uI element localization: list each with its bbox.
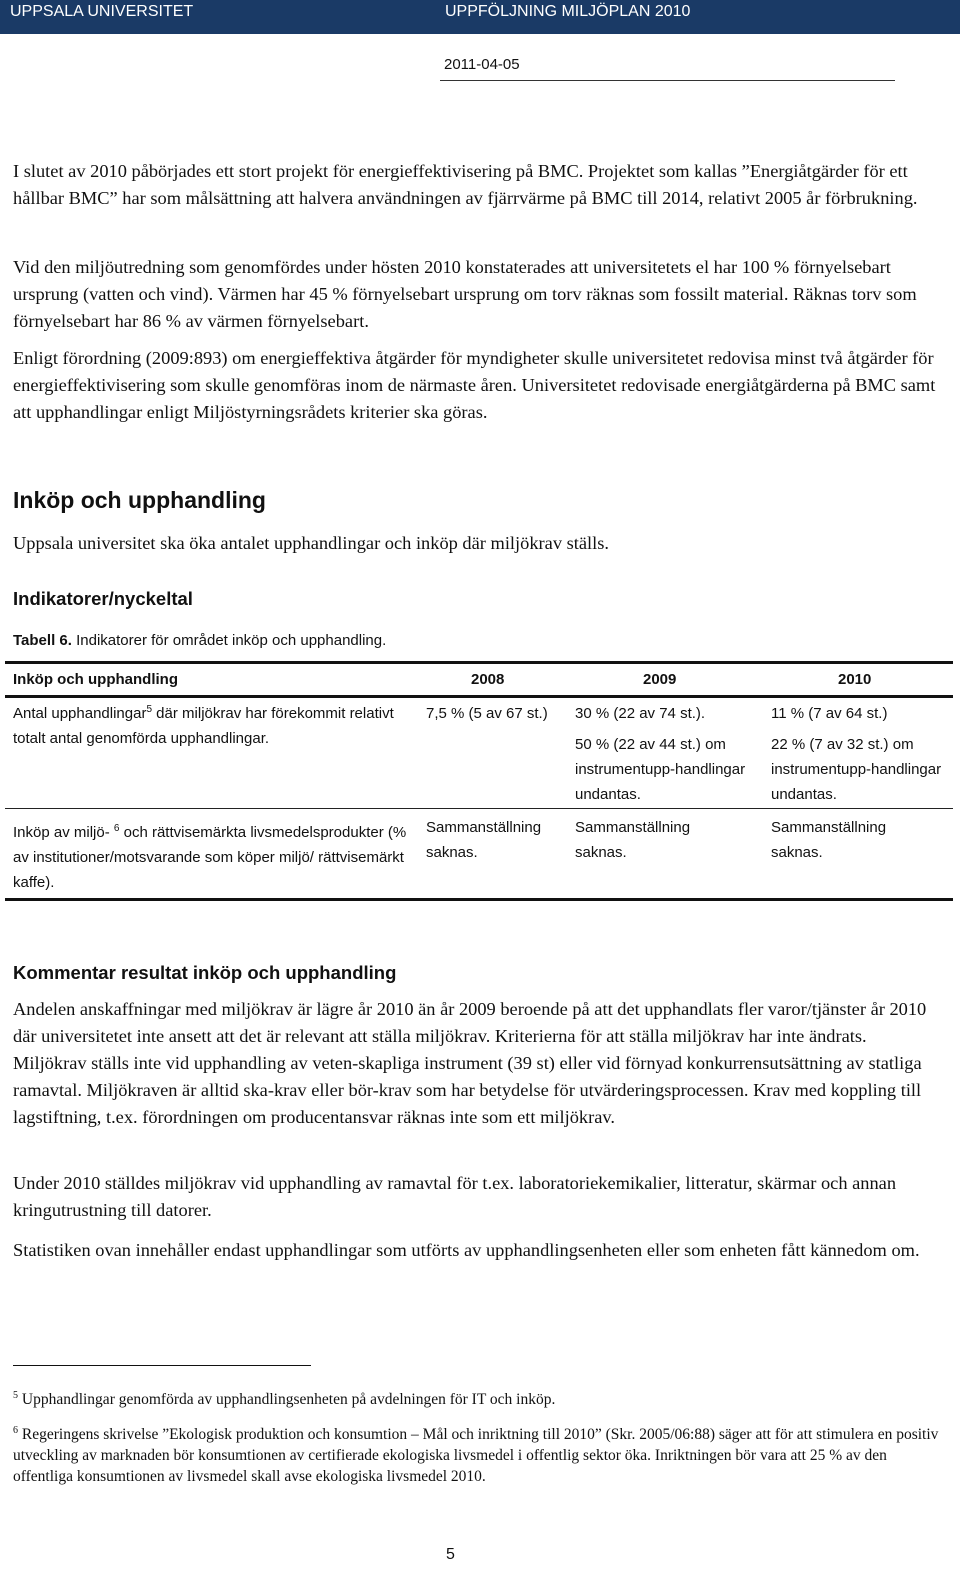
- row-2-label-end: och rättvisemärkta livsmedelsprodukter (% av institutioner/motsvarande som köper miljö/ rättvisemärkt kaffe).: [13, 824, 407, 891]
- footnote-5-text: Upphandlingar genomförda av upphandlingsenheten på avdelningen för IT och inköp.: [21, 1391, 556, 1408]
- header-date: 2011-04-05: [444, 56, 520, 73]
- comment-paragraph-3: Statistiken ovan innehåller endast upphandlingar som utförts av upphandlingsenheten eller som enheten fått kännedom om.: [13, 1240, 920, 1260]
- comment-title: Kommentar resultat inköp och upphandling: [13, 962, 397, 983]
- paragraph-regulation: Enligt förordning (2009:893) om energieffektiva åtgärder för myndigheter skulle universitetet redovisa minst två åtgärder för energieffektivisering som skulle genomföras inom de närmaste åren. Universitetet redovisade energiåtgärderna på BMC samt att upphandlingar enligt Miljöstyrningsrådets kriterier ska göras.: [13, 348, 936, 422]
- paragraph-bmc-project: I slutet av 2010 påbörjades ett stort projekt för energieffektivisering på BMC. Projektet som kallas ”Energiåtgärder för ett hållbar BMC” har som målsättning att halvera användningen av fjärrvärme på BMC till 2014, relativt 2005 år förbrukning.: [13, 161, 918, 208]
- section-goal: Uppsala universitet ska öka antalet upphandlingar och inköp där miljökrav ställs.: [13, 533, 610, 553]
- date-divider: [440, 80, 895, 81]
- footnote-6: [13, 1424, 943, 1487]
- footnote-6-text: Regeringens skrivelse ”Ekologisk produktion och konsumtion – Mål och inriktning till 2010” (Skr. 2005/06:88) säger att för att stimulera en positiv utveckling av marknaden bör konsumtionen av certifierade ekologiska livsmedel i offentlig sektor öka. Inriktningen bör vara att 25 % av den offentliga konsumtionen av livsmedel skall avse ekologiska livsmedel 2010.: [13, 1426, 939, 1485]
- table-row-1-2008: 7,5 % (5 av 67 st.): [426, 705, 548, 722]
- footnote-5: [13, 1389, 943, 1410]
- footnote-ref-5: 5: [146, 704, 153, 715]
- table-header-2009: 2009: [643, 671, 677, 688]
- table-header-2010: 2010: [838, 671, 872, 688]
- table-row-1-label: [13, 701, 408, 751]
- page-header: [0, 0, 960, 34]
- table-row-2-2009: Sammanställning saknas.: [575, 819, 691, 861]
- comment-paragraph-2: Under 2010 ställdes miljökrav vid upphandling av ramavtal för t.ex. laboratoriekemikalier, litteratur, skärmar och annan kringutrustning till datorer.: [13, 1173, 897, 1220]
- page-number: 5: [446, 1546, 455, 1563]
- table-top-rule: [5, 661, 953, 664]
- table-row-2-2008: Sammanställning saknas.: [426, 819, 542, 861]
- indicators-title: Indikatorer/nyckeltal: [13, 588, 193, 609]
- table-caption-text: Indikatorer för området inköp och upphandling.: [76, 632, 387, 649]
- table-row-1-2010-b: 22 % (7 av 32 st.) om instrumentupp-handlingar undantas.: [771, 736, 942, 803]
- table-row-2-label: [13, 820, 408, 895]
- table-caption: [13, 631, 943, 651]
- header-document-title: UPPFÖLJNING MILJÖPLAN 2010: [445, 3, 691, 20]
- table-row-rule: [5, 808, 953, 809]
- table-header-rule: [5, 695, 953, 698]
- comment-paragraph-1: Andelen anskaffningar med miljökrav är lägre år 2010 än år 2009 beroende på att det upphandlats fler varor/tjänster år 2010 där universitetet inte ansett att det är relevant att ställa miljökrav. Kriterierna för att ställa miljökrav har inte ändrats. Miljökrav ställs inte vid upphandling av veten-skapliga instrument (39 st) eller vid förnyad konkurrensutsättning av statliga ramavtal. Miljökraven är alltid ska-krav eller bör-krav som har betydelse för utvärderingsprocessen. Krav med koppling till lagstiftning, t.ex. förordningen om producentansvar räknas inte som ett miljökrav.: [13, 999, 927, 1127]
- footnote-6-number: 6: [13, 1425, 18, 1436]
- footnote-divider: [13, 1365, 311, 1366]
- table-row-1-2009-a: 30 % (22 av 74 st.).: [575, 705, 706, 722]
- table-bottom-rule: [5, 898, 953, 901]
- table-caption-label: Tabell 6.: [13, 632, 72, 649]
- table-row-1-2009-b: 50 % (22 av 44 st.) om instrumentupp-handlingar undantas.: [575, 736, 746, 803]
- section-title: Inköp och upphandling: [13, 487, 266, 513]
- row-1-label-end: där miljökrav har förekommit relativt totalt antal genomförda upphandlingar.: [13, 705, 394, 747]
- footnote-5-number: 5: [13, 1390, 18, 1401]
- paragraph-environment-study: Vid den miljöutredning som genomfördes under hösten 2010 konstaterades att universitetets el har 100 % förnyelsebart ursprung (vatten och vind). Värmen har 45 % förnyelsebart ursprung om torv räknas som fossilt material. Räknas torv som förnyelsebart har 86 % av värmen förnyelsebart.: [13, 257, 917, 331]
- table-row-1-2010-a: 11 % (7 av 64 st.): [771, 705, 888, 722]
- table-header-2008: 2008: [471, 671, 505, 688]
- header-university: UPPSALA UNIVERSITET: [10, 3, 194, 20]
- footnote-ref-6: 6: [113, 823, 120, 834]
- table-header-label: Inköp och upphandling: [13, 671, 178, 688]
- table-row-2-2010: Sammanställning saknas.: [771, 819, 887, 861]
- row-2-label-start: Inköp av miljö-: [13, 824, 114, 841]
- row-1-label-start: Antal upphandlingar: [13, 705, 147, 722]
